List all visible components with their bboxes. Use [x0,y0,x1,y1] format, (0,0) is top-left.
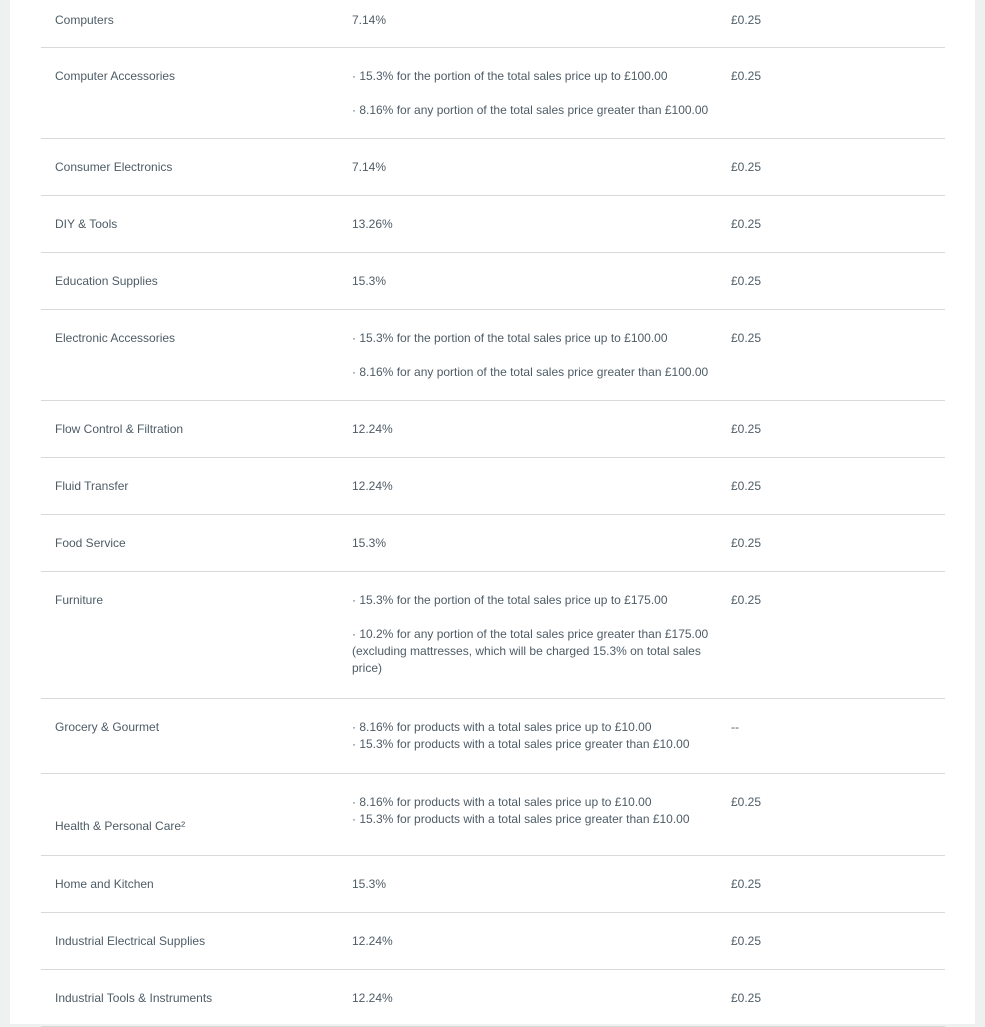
category-label: Grocery & Gourmet [55,720,160,734]
min-fee-value: £0.25 [731,934,762,948]
category-cell [41,515,352,572]
category-cell [41,310,352,401]
category-cell [41,401,352,458]
fee-text: · 15.3% for products with a total sales price greater than £10.00 [352,737,690,751]
fee-cell [352,458,731,515]
category-label: Fluid Transfer [55,479,129,493]
fee-cell [352,253,731,310]
table-row [41,913,945,970]
category-cell [41,0,352,48]
category-cell [41,699,352,774]
fee-text: · 8.16% for any portion of the total sales price greater than £100.00 [352,365,709,379]
table-row [41,458,945,515]
fee-text: · 8.16% for products with a total sales price up to £10.00 [352,720,652,734]
min-fee-cell [731,572,945,699]
category-label: Consumer Electronics [55,160,173,174]
min-fee-value: £0.25 [731,877,762,891]
category-label: Health & Personal Care² [55,819,186,833]
table-row [41,196,945,253]
category-cell [41,139,352,196]
min-fee-cell [731,196,945,253]
fee-text: 15.3% [352,536,387,550]
fee-cell [352,0,731,48]
category-cell [41,913,352,970]
min-fee-value: £0.25 [731,69,762,83]
table-row [41,0,945,48]
fee-cell [352,48,731,139]
fee-text: 13.26% [352,217,393,231]
fee-text: 12.24% [352,991,393,1005]
min-fee-value: £0.25 [731,991,762,1005]
min-fee-value: £0.25 [731,274,762,288]
table-row [41,253,945,310]
fee-text: · 15.3% for the portion of the total sales price up to £100.00 [352,69,668,83]
content-area [10,0,975,1024]
fee-text: · 15.3% for the portion of the total sales price up to £175.00 [352,593,668,607]
category-cell [41,774,352,856]
fee-text: · 8.16% for any portion of the total sales price greater than £100.00 [352,103,709,117]
min-fee-value: £0.25 [731,160,762,174]
category-label: Electronic Accessories [55,331,176,345]
table-row [41,970,945,1027]
table-row [41,699,945,774]
min-fee-value: £0.25 [731,422,762,436]
fee-text: 7.14% [352,160,387,174]
fee-cell [352,970,731,1027]
fee-text: 12.24% [352,934,393,948]
category-cell [41,253,352,310]
fee-text: · 8.16% for products with a total sales price up to £10.00 [352,795,652,809]
min-fee-cell [731,401,945,458]
min-fee-value: £0.25 [731,795,762,809]
min-fee-cell [731,699,945,774]
category-label: Computers [55,13,114,27]
category-label: Flow Control & Filtration [55,422,184,436]
fee-text: 15.3% [352,274,387,288]
min-fee-cell [731,774,945,856]
min-fee-cell [731,253,945,310]
category-label: Home and Kitchen [55,877,154,891]
min-fee-value: £0.25 [731,593,762,607]
min-fee-cell [731,856,945,913]
referral-fees-table [41,0,945,1027]
category-cell [41,196,352,253]
fee-cell [352,196,731,253]
min-fee-cell [731,515,945,572]
fee-text: · 10.2% for any portion of the total sales price greater than £175.00 (excluding mattresses, which will be charged 15.3% on total sales price) [352,627,709,675]
table-row [41,48,945,139]
fee-cell [352,856,731,913]
fee-cell [352,774,731,856]
min-fee-cell [731,913,945,970]
table-row [41,774,945,856]
fee-text: 12.24% [352,479,393,493]
min-fee-cell [731,310,945,401]
category-cell [41,572,352,699]
category-cell [41,48,352,139]
fee-cell [352,401,731,458]
fee-cell [352,310,731,401]
min-fee-value: -- [731,720,739,734]
category-label: Industrial Tools & Instruments [55,991,213,1005]
category-cell [41,856,352,913]
table-row [41,856,945,913]
min-fee-value: £0.25 [731,13,762,27]
table-row [41,310,945,401]
fee-text: 7.14% [352,13,387,27]
min-fee-cell [731,0,945,48]
min-fee-value: £0.25 [731,217,762,231]
table-row [41,139,945,196]
min-fee-value: £0.25 [731,331,762,345]
category-cell [41,970,352,1027]
fee-cell [352,515,731,572]
fee-cell [352,699,731,774]
table-row [41,572,945,699]
fee-text: · 15.3% for the portion of the total sales price up to £100.00 [352,331,668,345]
category-label: Education Supplies [55,274,158,288]
category-label: Food Service [55,536,126,550]
category-label: Furniture [55,593,104,607]
fee-text: · 15.3% for products with a total sales price greater than £10.00 [352,812,690,826]
category-label: DIY & Tools [55,217,118,231]
min-fee-cell [731,139,945,196]
min-fee-cell [731,458,945,515]
table-row [41,401,945,458]
min-fee-cell [731,48,945,139]
min-fee-value: £0.25 [731,479,762,493]
table-row [41,515,945,572]
fee-cell [352,139,731,196]
fee-cell [352,572,731,699]
fee-text: 15.3% [352,877,387,891]
min-fee-value: £0.25 [731,536,762,550]
category-label: Industrial Electrical Supplies [55,934,206,948]
fee-cell [352,913,731,970]
min-fee-cell [731,970,945,1027]
fee-text: 12.24% [352,422,393,436]
category-cell [41,458,352,515]
category-label: Computer Accessories [55,69,176,83]
